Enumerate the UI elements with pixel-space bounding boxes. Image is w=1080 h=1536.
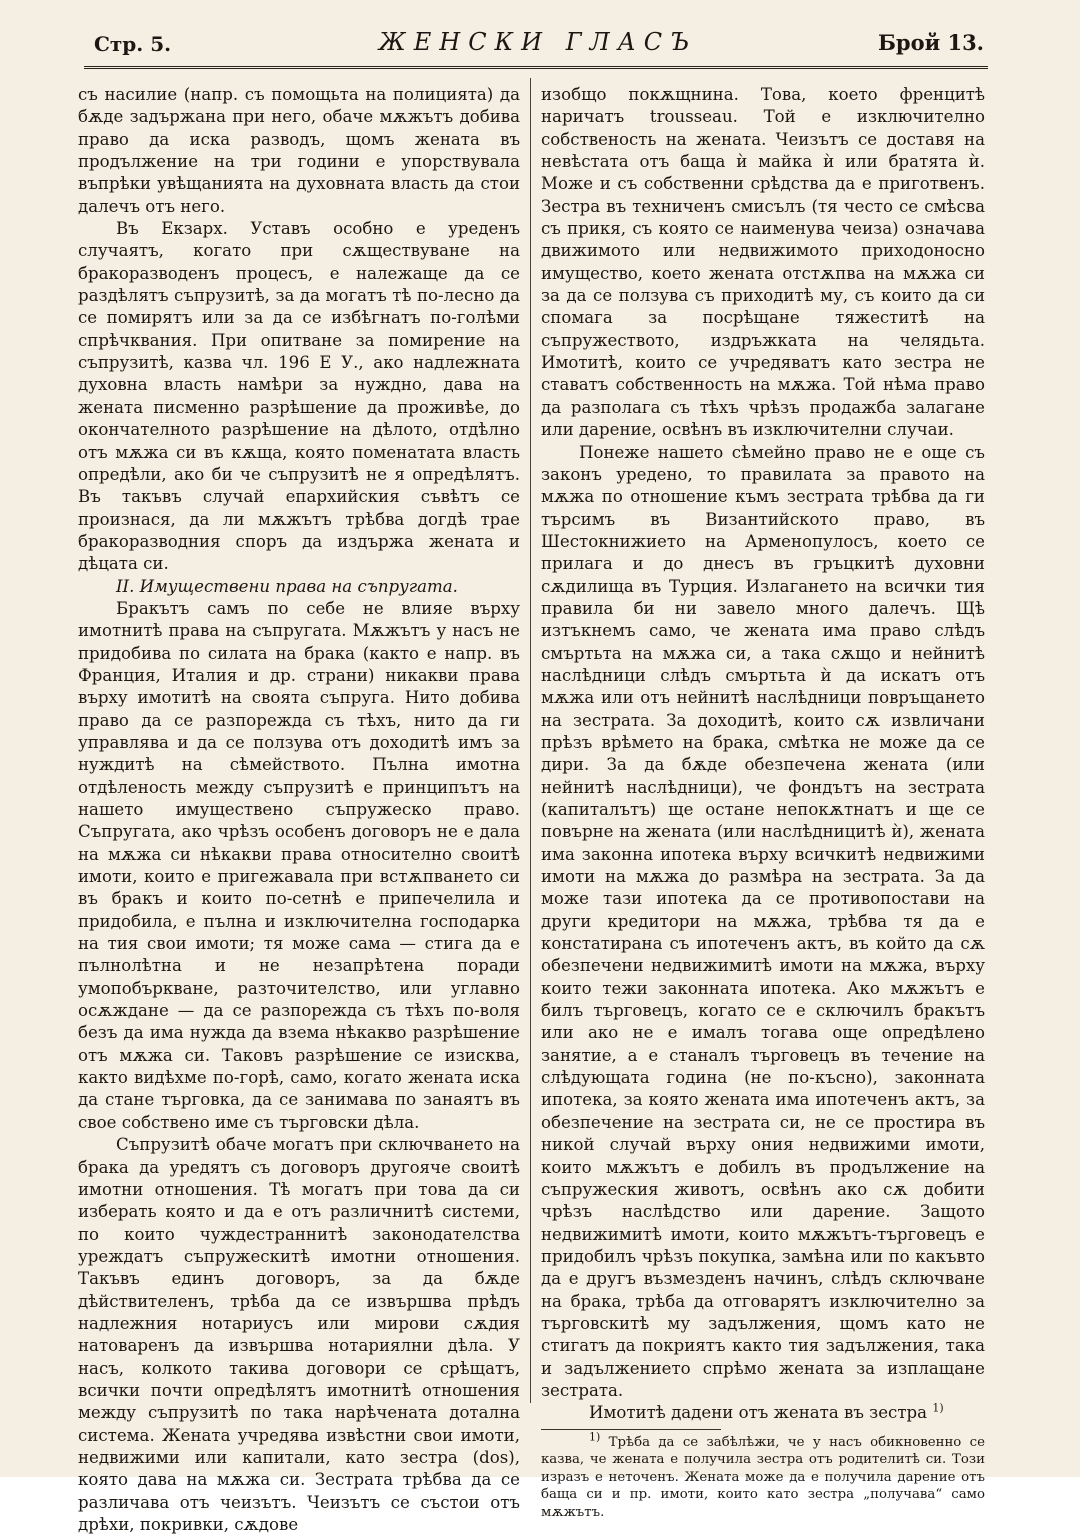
right-column xyxy=(541,84,985,1521)
newspaper-title: ЖЕНСКИ ГЛАСЪ xyxy=(378,28,698,56)
paragraph: Понеже нашето сѣмейно право не е още съ законъ уредено, то правилата за правото на мѫжа по отношение къмъ зестрата трѣбва да ги търсимъ въ Византийското право, въ Шестокнижието на Арменопулосъ, което се прилага и до днесъ въ гръцкитѣ духовни сѫдилища въ Турция. Излагането на всички тия правила би ни завело много далечъ. Щѣ изтъкнемъ само, че жената има право слѣдъ смъртьта на мѫжа си, а така сѫщо и нейнитѣ наслѣдници слѣдъ смъртьта ѝ да искатъ отъ мѫжа или отъ нейнитѣ наслѣдници повръщането на зестрата. За доходитѣ, които сѫ извличани прѣзъ врѣмето на брака, смѣтка не може да се дири. За да бѫде обезпечена жената (или нейнитѣ наслѣдници), че фондътъ на зестрата (капиталътъ) ще остане непокѫтнатъ и ще се повърне на жената (или наслѣдницитѣ ѝ), жената има законна ипотека върху всичкитѣ недвижими имоти на мѫжа до размѣра на зестрата. За да може тази ипотека да се противопостави на други кредитори на мѫжа, трѣбва тя да е констатирана съ ипотеченъ актъ, въ който да сѫ обезпечени недвижимитѣ имоти на мѫжа, върху които тежи законната ипотека. Ако мѫжътъ е билъ търговецъ, когато се е сключилъ бракътъ или ако не е ималъ тогава още опредѣлено занятие, а е станалъ търговецъ въ течение на слѣдующата година (не по-късно), законната ипотека, за която жената има ипотеченъ актъ, за обезпечение на зестрата си, не се простира въ никой случай върху ония недвижими имоти, които мѫжътъ е добилъ въ продължение на съпружеския животъ, освѣнъ ако сѫ добити чрѣзъ наслѣдство или дарение. Защото недвижимитѣ имоти, които мѫжътъ-търговецъ е придобилъ чрѣзъ покупка, замѣна или по какъвто да е другъ възмезденъ начинъ, слѣдъ сключване на брака, трѣба да отговарятъ изключително за търговскитѣ му задължения, щомъ като не стигатъ да покриятъ както тия задължения, така и задължението спрѣмо жената за изплащане зестрата. xyxy=(541,442,985,1400)
paragraph: изобщо покѫщнина. Това, което френцитѣ наричатъ trousseau. Той е изключително собственость на жената. Чеизътъ се доставя на невѣстата отъ баща ѝ майка ѝ или братята ѝ. Може и съ собственни срѣдства да е приготвенъ. Зестра въ техниченъ смисълъ (тя често се смѣсва съ прикя, съ която се наименува чеиза) означава движимото или недвижимото приходоносно имущество, което жената отстѫпва на мѫжа си за да се ползува съ приходитѣ му, съ които да си спомага за посрѣщане тяжеститѣ на съпружеството, издръжката на челядьта. Имотитѣ, които се учредяватъ като зестра не ставатъ собственность на мѫжа. Той нѣма право да разполага съ тѣхъ чрѣзъ продажба залагане или дарение, освѣнъ въ изключителни случаи. xyxy=(541,85,985,440)
paragraph-with-footnote-ref xyxy=(541,1402,985,1424)
left-column xyxy=(78,84,520,1536)
footnote-mark: 1) xyxy=(589,1430,601,1444)
paragraph: съ насилие (напр. съ помощьта на полицията) да бѫде задържана при него, обаче мѫжътъ добива право да иска разводъ, щомъ жената въ продължение на три години е упорствувала въпрѣки увѣщанията на духовната власть да стои далечъ отъ него. xyxy=(78,85,520,216)
section-heading: II. Имуществени права на съпругата. xyxy=(116,576,458,596)
paragraph: Съпрузитѣ обаче могатъ при сключването на брака да уредятъ съ договоръ другояче своитѣ имотни отношения. Тѣ могатъ при това да си изберать която и да е отъ различнитѣ системи, по които чуждестраннитѣ законодателства уреждатъ съпружескитѣ имотни отношения. Такъвъ единъ договоръ, за да бѫде дѣйствителенъ, трѣба да се извършва прѣдъ надлежния нотариусъ или мирови сѫдия натоваренъ да извършва нотариялни дѣла. У насъ, колкото такива договори се срѣщатъ, всички почти опредѣлятъ имотнитѣ отношения между съпрузитѣ по така нарѣчената дотална система. Жената учредява извѣстни свои имоти, недвижими или капитали, като зестра (dos), която дава на мѫжа си. Зестрата трѣбва да се различава отъ чеизътъ. Чеизътъ се състои отъ дрѣхи, покривки, сѫдове xyxy=(78,1135,520,1534)
page-header xyxy=(88,22,988,70)
paragraph-text: Имотитѣ дадени отъ жената въ зестра xyxy=(589,1403,928,1423)
footnote-text: Трѣба да се забѣлѣжи, че у насъ обикновенно се казва, че жената е получила зестра отъ родителитѣ си. Този изразъ е неточенъ. Жената може да е получила дарение отъ баща си и пр. имоти, които като зестра „получава“ само мѫжътъ. xyxy=(541,1434,985,1520)
footnote-rule xyxy=(541,1429,721,1430)
footnote-reference: 1) xyxy=(932,1401,944,1415)
page-number: Стр. 5. xyxy=(94,32,172,56)
paragraph: Бракътъ самъ по себе не влияе върху имотнитѣ права на съпругата. Мѫжътъ у насъ не придобива по силата на брака (както е напр. въ Франция, Италия и др. страни) никакви права върху имотитѣ на своята съпруга. Нито добива право да се разпорежда съ тѣхъ, нито да ги управлява и да се ползува отъ доходитѣ имъ за нуждитѣ на сѣмейството. Пълна имотна отдѣленость между съпрузитѣ е принципътъ на нашето имуществено съпружеско право. Съпругата, ако чрѣзъ особенъ договоръ не е дала на мѫжа си нѣкакви права относително своитѣ имоти, които е пригежавала при встѫпването си въ бракъ и които по-сетнѣ е припечелила и придобила, е пълна и изключителна господарка на тия свои имоти; тя може сама — стига да е пълнолѣтна и не незапрѣтена поради умопобъркване, разточителство, или углавно осѫждане — да се разпорежда съ тѣхъ по-воля безъ да има нужда да взема нѣкакво разрѣшение отъ мѫжа си. Таковъ разрѣшение се изисква, както видѣхме по-горѣ, само, когато жената иска да стане търговка, да се занимава по занаятъ въ свое собствено име съ търговски дѣла. xyxy=(78,598,520,1132)
issue-number: Брой 13. xyxy=(877,30,984,55)
footnote xyxy=(541,1430,985,1522)
paragraph: Въ Екзарх. Уставъ особно е уреденъ случаятъ, когато при сѫществуване на бракоразводенъ процесъ, е належаще да се раздѣлятъ съпрузитѣ, за да могатъ тѣ по-лесно да се помирятъ или за да се избѣгнатъ по-голѣми спрѣчквания. При опитване за помирение на съпрузитѣ, казва чл. 196 Е У., ако надлежната духовна власть намѣри за нуждно, дава на жената писменно разрѣшение да проживѣе, до окончателното разрѣшение на дѣлото, отдѣлно отъ мѫжа си въ кѫща, която поменатата власть опредѣли, ако би че съпрузитѣ не я опредѣлятъ. Въ такъвъ случай епархийския съвѣтъ се произнася, да ли мѫжътъ трѣбва догдѣ трае бракоразводния споръ да издържа жената и дѣцата си. xyxy=(78,219,520,574)
column-divider xyxy=(530,78,531,1403)
header-rule xyxy=(84,66,988,69)
